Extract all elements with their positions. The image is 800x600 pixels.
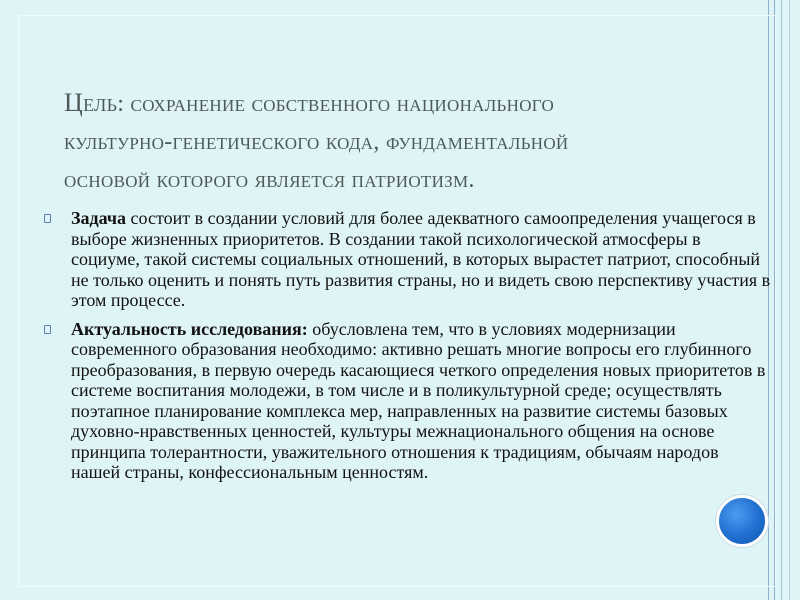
bullet-item-relevance bbox=[42, 319, 772, 483]
bullet-item-task bbox=[42, 208, 772, 311]
blue-circle-icon bbox=[716, 495, 768, 547]
decorative-line bbox=[781, 0, 782, 600]
bullet-text: состоит в создании условий для более адекватного самоопределения учащегося в выборе жизненных приоритетов. В создании такой психологической атмосферы в социуме, такой системы социальных отношений, в которых вырастет патриот, способный не только оценить и понять путь развития страны, но и видеть свою перспективу участия в этом процессе. bbox=[71, 208, 771, 310]
decorative-line bbox=[789, 0, 790, 600]
bullet-text: обусловлена тем, что в условиях модернизации современного образования необходимо: активно решать многие вопросы его глубинного преобразования, в первую очередь касающиеся четкого определения новых приоритетов в системе воспитания молодежи, в том числе и в поликультурной среде; осуществлять поэтапное планирование комплекса мер, направленных на развитие системы базовых духовно-нравственных ценностей, культуры межнационального общения на основе принципа толерантности, уважительного отношения к традициям, обычаям народов нашей страны, конфессиональным ценностям. bbox=[71, 318, 766, 482]
title-line-3: основой которого является патриотизм. bbox=[64, 167, 475, 193]
title-line-2: культурно-генетического кода, фундаментальной bbox=[64, 129, 569, 155]
hollow-square-bullet-icon bbox=[44, 325, 51, 334]
title-line-1 bbox=[64, 84, 764, 123]
title-lead: Цель bbox=[64, 88, 118, 117]
hollow-square-bullet-icon bbox=[44, 214, 51, 223]
title-line-1-text: : сохранение собственного национального bbox=[117, 91, 555, 117]
slide-title bbox=[64, 84, 764, 199]
decorative-line bbox=[774, 0, 775, 600]
bullet-term: Актуальность исследования: bbox=[71, 318, 308, 339]
bullet-list bbox=[42, 208, 772, 491]
bullet-term: Задача bbox=[71, 208, 127, 228]
